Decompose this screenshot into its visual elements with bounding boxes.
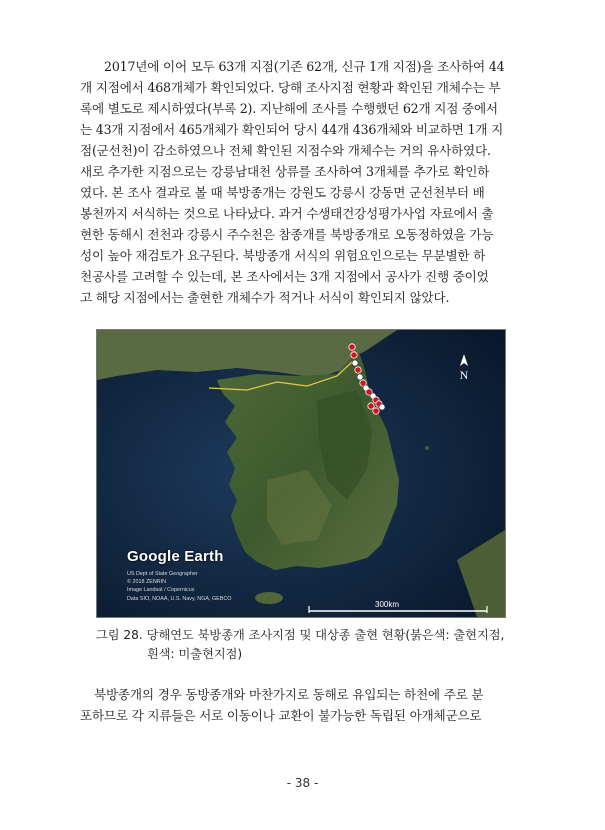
credit-line: US Dept of State Geographer (127, 571, 198, 577)
site-absent (352, 360, 358, 366)
text-line: 고 해당 지점에서는 출현한 개체수가 적거나 서식이 확인되지 않았다. (80, 290, 450, 305)
text-line: 현한 동해시 전천과 강릉시 주수천은 참종개를 북방종개로 오동정하였을 가능 (80, 227, 494, 242)
site-present (349, 344, 355, 350)
site-present (373, 408, 379, 414)
text-line: 점(군선천)이 감소하였으나 전체 확인된 지점수와 개체수는 거의 유사하였다. (80, 143, 491, 158)
text-line: 성이 높아 재검토가 요구된다. 북방종개 서식의 위험요인으로는 무분별한 하 (80, 248, 486, 263)
site-present (351, 352, 357, 358)
body-paragraph-2 (80, 684, 526, 726)
page-number: - 38 - (286, 776, 319, 790)
caption-line-1: 그림 28. 당해연도 북방종개 조사지점 및 대상종 출현 현황(붉은색: 출현지점, (96, 628, 505, 642)
map-figure (96, 329, 506, 618)
text-line: 새로 추가한 지점으로는 강릉남대천 상류를 조사하여 3개체를 추가로 확인하 (80, 164, 490, 179)
credit-line: Image Landsat / Copernicus (127, 587, 195, 594)
text-line: 북방종개의 경우 동방종개와 마찬가지로 동해로 유입되는 하천에 주로 분 (94, 687, 484, 702)
site-present (368, 403, 374, 409)
caption-line-2: 흰색: 미출현지점) (147, 647, 243, 661)
credit-line: © 2018 ZENRIN (127, 579, 167, 586)
text-line: 천공사를 고려할 수 있는데, 본 조사에서는 3개 지점에서 공사가 진행 중이었 (80, 269, 489, 284)
text-line: 록에 별도로 제시하였다(부록 2). 지난해에 조사를 수행했던 62개 지점 중에서 (80, 101, 498, 116)
figure-caption (96, 626, 536, 664)
text-line: 봉천까지 서식하는 것으로 나타났다. 과거 수생태건강성평가사업 자료에서 출 (80, 206, 494, 221)
text-line: 포하므로 각 지류들은 서로 이동이나 교환이 불가능한 독립된 아개체군으로 (80, 708, 482, 723)
site-absent (379, 404, 385, 410)
text-line: 개 지점에서 468개체가 확인되었다. 당해 조사지점 현황과 확인된 개체수는 부 (80, 80, 501, 95)
map-credits (127, 570, 231, 603)
text-line: 는 43개 지점에서 465개체가 확인되어 당시 44개 436개체와 비교하면 1개 지 (80, 122, 504, 137)
google-earth-logo: Google Earth (127, 548, 224, 565)
body-paragraph-1 (80, 56, 526, 308)
north-label: N (459, 368, 469, 382)
scale-label: 300km (375, 600, 400, 609)
site-absent (357, 374, 363, 380)
text-line: 2017년에 이어 모두 63개 지점(기존 62개, 신규 1개 지점)을 조사하여 44 (104, 59, 505, 74)
site-present (355, 367, 361, 373)
text-line: 였다. 본 조사 결과로 볼 때 북방종개는 강원도 강릉시 강동면 군선천부터 배 (80, 185, 485, 200)
credit-line: Data SIO, NOAA, U.S. Navy, NGA, GEBCO (127, 595, 232, 602)
